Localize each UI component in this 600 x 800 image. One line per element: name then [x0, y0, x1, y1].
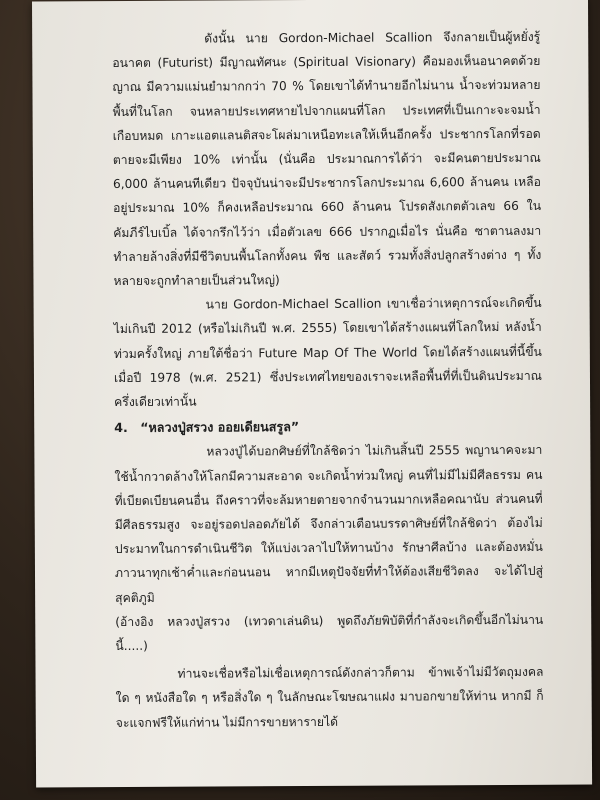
document-body: [112, 25, 544, 735]
paragraph-scallion-prediction: ดังนั้น นาย Gordon-Michael Scallion จึงกลายเป็นผู้หยั่งรู้อนาคต (Futurist) มีญาณทัศนะ (Spiritual Visionary) คือมองเห็นอนาคตด้วยญาณ มีความแม่นยำมากกว่า 70 % โดยเขาได้ทำนายอีกไม่นาน น้ำจะท่วมหลายพื้นที่ในโลก จนหลายประเทศหายไปจากแผนที่โลก ประเทศที่เป็นเกาะจะจมน้ำเกือบหมด เกาะแอตแลนติสจะโผล่มาเหนือทะเลให้เห็นอีกครั้ง ประชากรโลกที่รอดตายจะมีเพียง 10% เท่านั้น (นั่นคือ ประมาณการได้ว่า จะมีคนตายประมาณ 6,000 ล้านคนทีเดียว ปัจจุบันน่าจะมีประชากรโลกประมาณ 6,600 ล้านคน เหลืออยู่ประมาณ 10% ก็คงเหลือประมาณ 660 ล้านคน โปรดสังเกตตัวเลข 66 ในคัมภีร์ไบเบิ้ล ได้จากรึกไว้ว่า เมื่อตัวเลข 666 ปรากฏเมื่อไร นั่นคือ ซาตานลงมาทำลายล้างสิ่งที่มีชีวิตบนพื้นโลกทั้งคน พืช และสัตว์ รวมทั้งสิ่งปลูกสร้างต่าง ๆ ทั้งหลายจะถูกทำลายเป็นส่วนใหญ่): [112, 29, 542, 289]
paragraph-luang-pu-teaching: หลวงปู่ได้บอกศิษย์ที่ใกล้ชิดว่า ไม่เกินสิ้นปี 2555 พญานาคจะมาใช้น้ำกวาดล้างให้โลกมีความสะอาด จะเกิดน้ำท่วมใหญ่ คนที่ไม่มีไม่มีศีลธรรม คนที่เบียดเบียนคนอื่น ถึงคราวที่จะล้มหายตายจากจำนวนมากเหลือคณานับ ส่วนคนที่มีศีลธรรมสูง จะอยู่รอดปลอดภัยได้ จึงกล่าวเตือนบรรดาศิษย์ที่ใกล้ชิดว่า ต้องไม่ประมาทในการดำเนินชีวิต ให้แบ่งเวลาไปให้ทานบ้าง รักษาศีลบ้าง และต้องหมั่นภาวนาทุกเช้าค่ำและก่อนนอน หากมีเหตุปัจจัยที่ทำให้ต้องเสียชีวิตลง จะได้ไปสู่สุคติภูมิ: [114, 443, 544, 605]
paragraph-disclaimer: ท่านจะเชื่อหรือไม่เชื่อเหตุการณ์ดังกล่าวก็ตาม ข้าพเจ้าไม่มีวัตถุมงคลใด ๆ หนังสือใด ๆ หรือสิ่งใด ๆ ในลักษณะโฆษณาแฝง มาบอกขายให้ท่าน หากมี ก็จะแจกฟรีให้แก่ท่าน ไม่มีการขายหารายได้: [115, 665, 544, 730]
reference-note: (อ้างอิง หลวงปู่สรวง (เทวดาเล่นดิน) พูดถึงภัยพิบัติที่กำลังจะเกิดขึ้นอีกไม่นานนี้.....): [115, 612, 544, 654]
section-title: “หลวงปู่สรวง ออยเดียนสรูล”: [140, 419, 300, 436]
paper-sheet: [32, 0, 592, 787]
section-heading: [114, 414, 542, 440]
section-number: 4.: [114, 420, 128, 436]
paragraph-future-map: นาย Gordon-Michael Scallion เขาเชื่อว่าเหตุการณ์จะเกิดขึ้นไม่เกินปี 2012 (หรือไม่เกินปี พ.ศ. 2555) โดยเขาได้สร้างแผนที่โลกใหม่ หลังน้ำท่วมครั้งใหญ่ ภายใต้ชื่อว่า Future Map Of The World โดยได้สร้างแผนที่นี้ขึ้นเมื่อปี 1978 (พ.ศ. 2521) ซึ่งประเทศไทยของเราจะเหลือพื้นที่ที่เป็นดินประมาณครึ่งเดียวเท่านั้น: [113, 296, 543, 410]
